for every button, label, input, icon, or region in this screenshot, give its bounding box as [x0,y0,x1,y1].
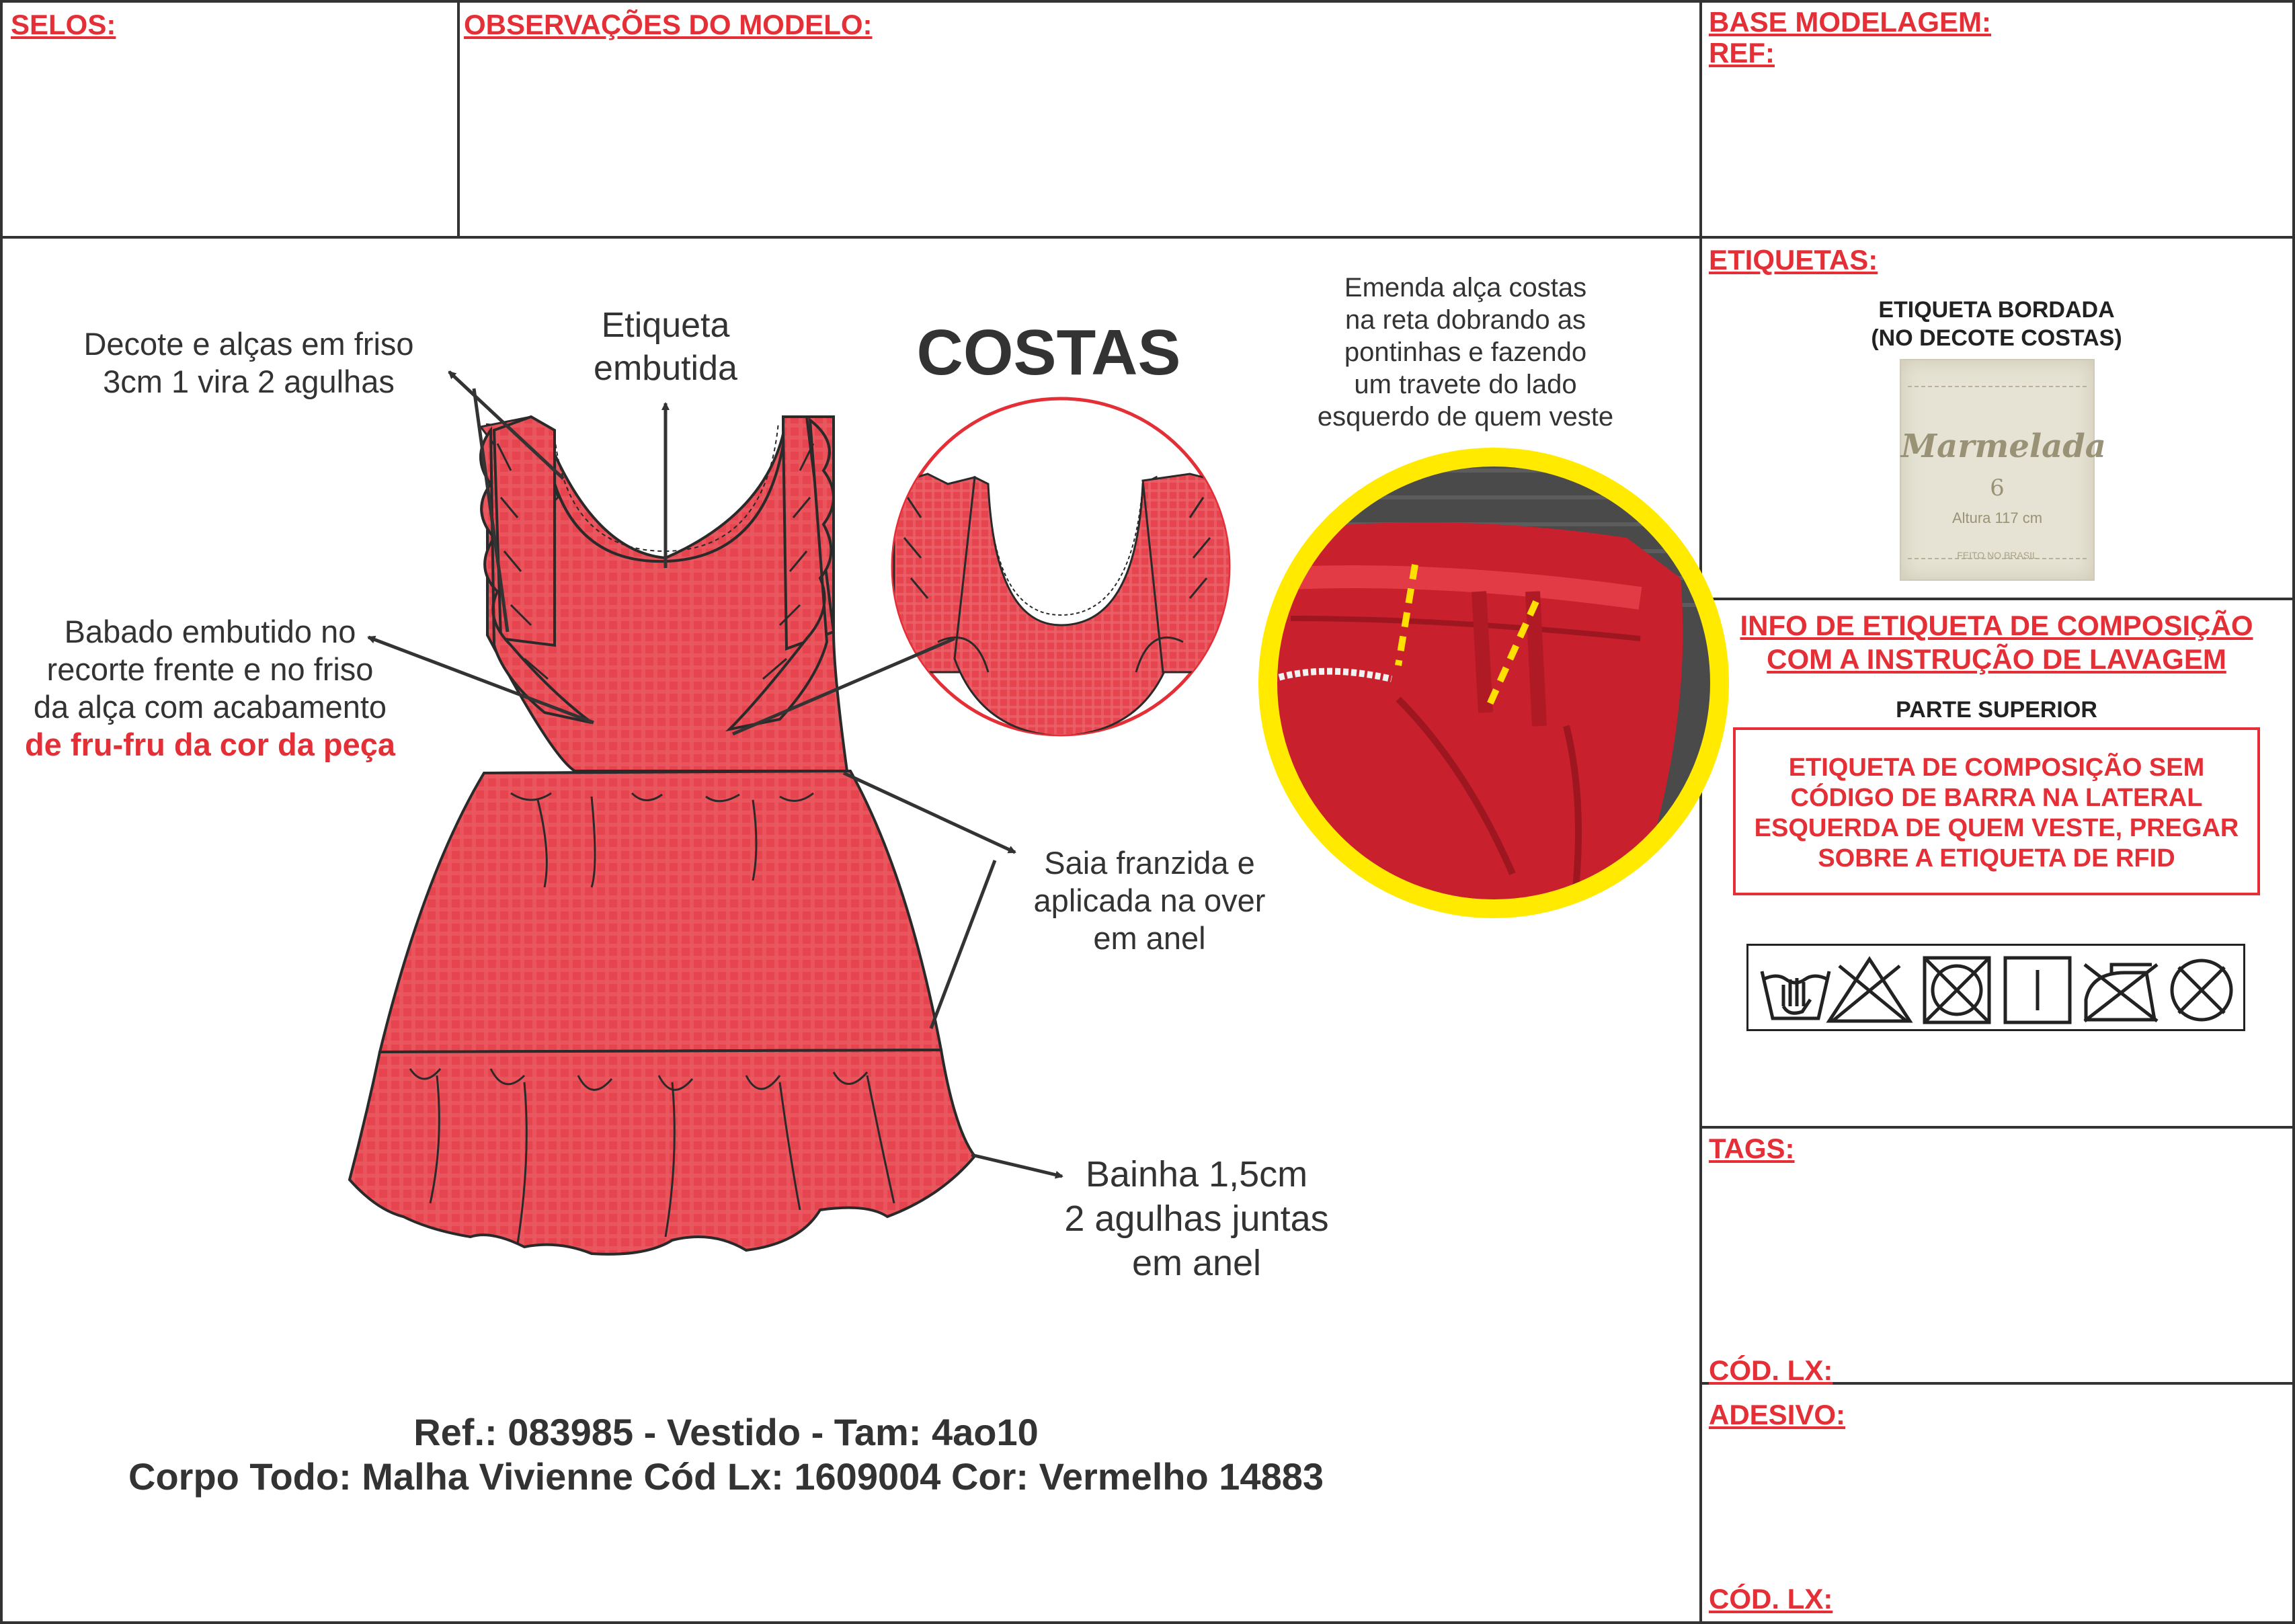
annotation-etiqueta-line: Etiqueta [601,306,730,345]
adesivo-header: ADESIVO: [1709,1399,1846,1430]
annotation-emenda [1281,272,1650,433]
annotation-emenda-line: um travete do lado [1354,370,1577,399]
composition-box [1733,727,2260,895]
woven-label-image [1900,359,2106,581]
hand-wash-icon [1762,971,1829,1018]
composition-box-line: ETIQUETA DE COMPOSIÇÃO SEM [1788,754,2205,782]
ref-header: REF: [1709,37,1775,69]
annotation-babado-line: Babado embutido no [64,614,356,649]
back-detail-circle [893,399,1230,736]
no-iron-icon [2085,965,2157,1021]
no-dry-clean-icon [2172,961,2231,1020]
annotation-emenda-line: na reta dobrando as [1344,305,1586,335]
annotation-decote [67,325,430,401]
annotation-bainha-line: Bainha 1,5cm [1085,1154,1308,1194]
annotation-etiqueta-embutida [551,304,780,390]
composition-title [1707,609,2286,676]
no-tumble-dry-icon [1925,958,1989,1022]
stitch-photo-detail [1257,444,1734,921]
annotation-babado-highlight: de fru-fru da cor da peça [24,727,396,762]
annotation-saia-line: em anel [1093,920,1206,956]
annotation-emenda-line: pontinhas e fazendo [1344,337,1587,367]
etiquetas-header: ETIQUETAS: [1709,244,1878,276]
label-panel-title [1721,296,2272,352]
view-title: COSTAS [916,317,1181,389]
composition-box-line: ESQUERDA DE QUEM VESTE, PREGAR [1754,814,2239,842]
annotation-etiqueta-line: embutida [594,349,737,388]
annotation-saia-line: Saia franzida e [1044,845,1255,881]
annotation-babado-line: da alça com acabamento [33,689,387,725]
no-bleach-icon [1829,959,1910,1021]
annotation-bainha [1035,1152,1358,1285]
annotation-bainha-line: em anel [1131,1243,1262,1283]
label-title-line1: ETIQUETA BORDADA [1878,297,2115,323]
annotation-bainha-line: 2 agulhas juntas [1064,1199,1329,1239]
composition-title-line2: COM A INSTRUÇÃO DE LAVAGEM [1767,643,2226,675]
annotation-emenda-line: Emenda alça costas [1344,273,1587,302]
label-brand: Marmelada [1901,428,2106,465]
annotation-emenda-line: esquerdo de quem veste [1317,402,1614,432]
footer-ref-line2: Corpo Todo: Malha Vivienne Cód Lx: 1609004 Cor: Vermelho 14883 [128,1455,1324,1498]
base-modelagem-header: BASE MODELAGEM: [1709,6,1991,38]
label-size: 6 [1990,475,2005,501]
footer-ref-line1: Ref.: 083985 - Vestido - Tam: 4ao10 [413,1411,1039,1453]
label-origin: FEITO NO BRASIL [1957,550,2038,561]
label-title-line2: (NO DECOTE COSTAS) [1871,325,2122,351]
annotation-babado [0,613,420,764]
tags-header: TAGS: [1709,1133,1795,1164]
composition-subtitle: PARTE SUPERIOR [1896,697,2097,723]
annotation-babado-line: recorte frente e no friso [46,651,374,687]
footer-ref [54,1410,1398,1499]
tags-cod-lx-header: CÓD. LX: [1709,1354,1833,1386]
annotation-decote-line: Decote e alças em friso [83,326,414,362]
line-dry-icon [2005,958,2070,1022]
label-height: Altura 117 cm [1951,510,2043,526]
observacoes-header: OBSERVAÇÕES DO MODELO: [464,9,873,40]
annotation-saia [1008,844,1291,957]
dress-back-illustration [350,417,975,1254]
composition-box-line: SOBRE A ETIQUETA DE RFID [1818,844,2175,872]
care-symbols-strip [1746,944,2245,1031]
composition-title-line1: INFO DE ETIQUETA DE COMPOSIÇÃO [1740,610,2253,641]
adesivo-cod-lx-header: CÓD. LX: [1709,1583,1833,1615]
selos-header: SELOS: [11,9,116,40]
composition-box-text [1736,753,2257,874]
composition-box-line: CÓDIGO DE BARRA NA LATERAL [1790,784,2203,812]
annotation-saia-line: aplicada na over [1033,883,1266,918]
annotation-decote-line: 3cm 1 vira 2 agulhas [103,364,395,399]
